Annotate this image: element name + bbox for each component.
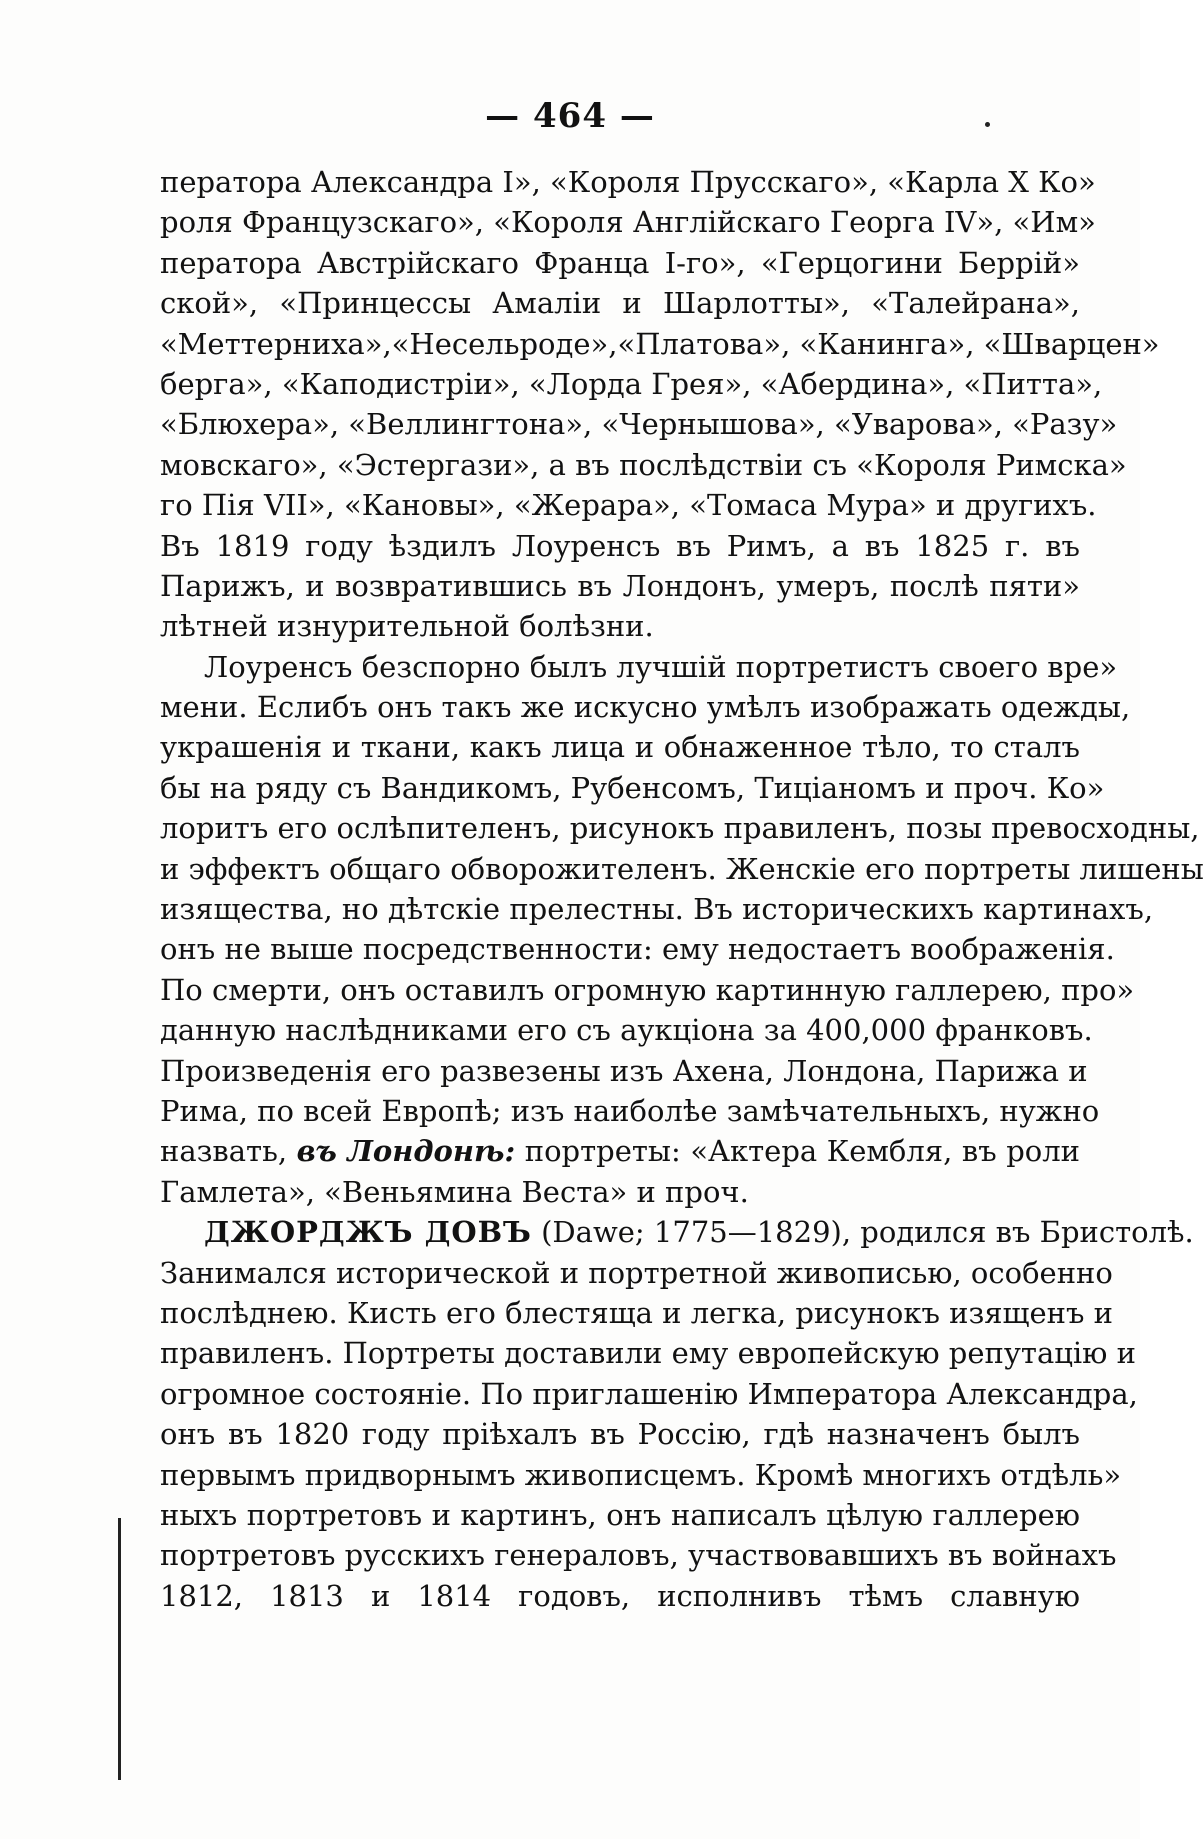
text-line: Рима, по всей Европѣ; изъ наиболѣе замѣчательныхъ, нужно [160, 1093, 1100, 1128]
text-line: Парижъ, и возвратившись въ Лондонъ, умеръ, послѣ пяти» [160, 568, 1080, 603]
text-line: онъ не выше посредственности: ему недостаетъ воображенія. [160, 932, 1115, 967]
text-line: бы на ряду съ Вандикомъ, Рубенсомъ, Тиціаномъ и проч. Ко» [160, 770, 1105, 805]
text-line: данную наслѣдниками его съ аукціона за 400,000 франковъ. [160, 1013, 1093, 1048]
paragraph-first-line: Лоуренсъ безспорно былъ лучшій портретистъ своего вре» [204, 649, 1118, 684]
text-line: онъ въ 1820 году пріѣхалъ въ Россію, гдѣ назначенъ былъ [160, 1417, 1080, 1452]
text-line: 1812, 1813 и 1814 годовъ, исполнивъ тѣмъ славную [160, 1578, 1080, 1613]
text-line: изящества, но дѣтскіе прелестны. Въ историческихъ картинахъ, [160, 892, 1154, 927]
text-line: го Пія VII», «Кановы», «Жерара», «Томаса Мура» и другихъ. [160, 488, 1097, 523]
text-line: ской», «Принцессы Амаліи и Шарлотты», «Талейрана», [160, 286, 1080, 321]
text-line: лоритъ его ослѣпителенъ, рисунокъ правиленъ, позы превосходны, [160, 811, 1200, 846]
text-line: берга», «Каподистріи», «Лорда Грея», «Абердина», «Питта», [160, 366, 1103, 401]
text-line: правиленъ. Портреты доставили ему европейскую репутацію и [160, 1336, 1136, 1371]
text-span: назвать, [160, 1134, 297, 1169]
text-line-with-italic [160, 1131, 1080, 1171]
text-line: «Блюхера», «Веллингтона», «Чернышова», «Уварова», «Разу» [160, 407, 1118, 442]
text-line: лѣтней изнурительной болѣзни. [160, 609, 654, 644]
text-line: ператора Александра I», «Короля Прусскаго», «Карла X Ко» [160, 165, 1096, 199]
text-line: первымъ придворнымъ живописцемъ. Кромѣ многихъ отдѣль» [160, 1457, 1122, 1492]
text-line: мени. Еслибъ онъ такъ же искусно умѣлъ изображать одежды, [160, 690, 1131, 725]
page-number: — 464 — [485, 96, 655, 136]
text-line: послѣднею. Кисть его блестяща и легка, рисунокъ изященъ и [160, 1295, 1114, 1330]
text-line: украшенія и ткани, какъ лица и обнаженное тѣло, то сталъ [160, 730, 1080, 765]
text-span: портреты: «Актера Кембля, въ роли [515, 1134, 1080, 1169]
text-line: роля Французскаго», «Короля Англійскаго Георга IV», «Им» [160, 205, 1096, 240]
text-line: портретовъ русскихъ генераловъ, участвовавшихъ въ войнахъ [160, 1538, 1117, 1573]
text-line: ператора Австрійскаго Франца I-го», «Герцогини Беррій» [160, 245, 1080, 280]
text-line: Въ 1819 году ѣздилъ Лоуренсъ въ Римъ, а въ 1825 г. въ [160, 528, 1080, 563]
text-line: ныхъ портретовъ и картинъ, онъ написалъ цѣлую галлерею [160, 1497, 1080, 1532]
text-line: мовскаго», «Эстергази», а въ послѣдствіи съ «Короля Римска» [160, 447, 1127, 482]
artist-name-heading: ДЖОРДЖЪ ДОВЪ [204, 1215, 532, 1250]
text-line: По смерти, онъ оставилъ огромную картинную галлерею, про» [160, 972, 1135, 1007]
text-span: (Dawe; 1775—1829), родился въ Бристолѣ. [531, 1215, 1194, 1250]
text-line: Гамлета», «Веньямина Веста» и проч. [160, 1174, 749, 1209]
text-line: и эффектъ общаго обворожителенъ. Женскіе его портреты лишены [160, 851, 1204, 886]
text-line: Занимался исторической и портретной живописью, особенно [160, 1255, 1113, 1290]
text-line: огромное состояніе. По приглашенію Императора Александра, [160, 1376, 1138, 1411]
text-line: Произведенія его развезены изъ Ахена, Лондона, Парижа и [160, 1053, 1088, 1088]
paragraph-first-line [160, 1212, 1194, 1252]
italic-location: въ Лондонѣ: [296, 1134, 516, 1169]
text-line: «Меттерниха»,«Несельроде»,«Платова», «Канинга», «Шварцен» [160, 326, 1160, 361]
body-text [160, 162, 1204, 1616]
print-speck [985, 122, 990, 127]
margin-pencil-mark [118, 1518, 121, 1780]
